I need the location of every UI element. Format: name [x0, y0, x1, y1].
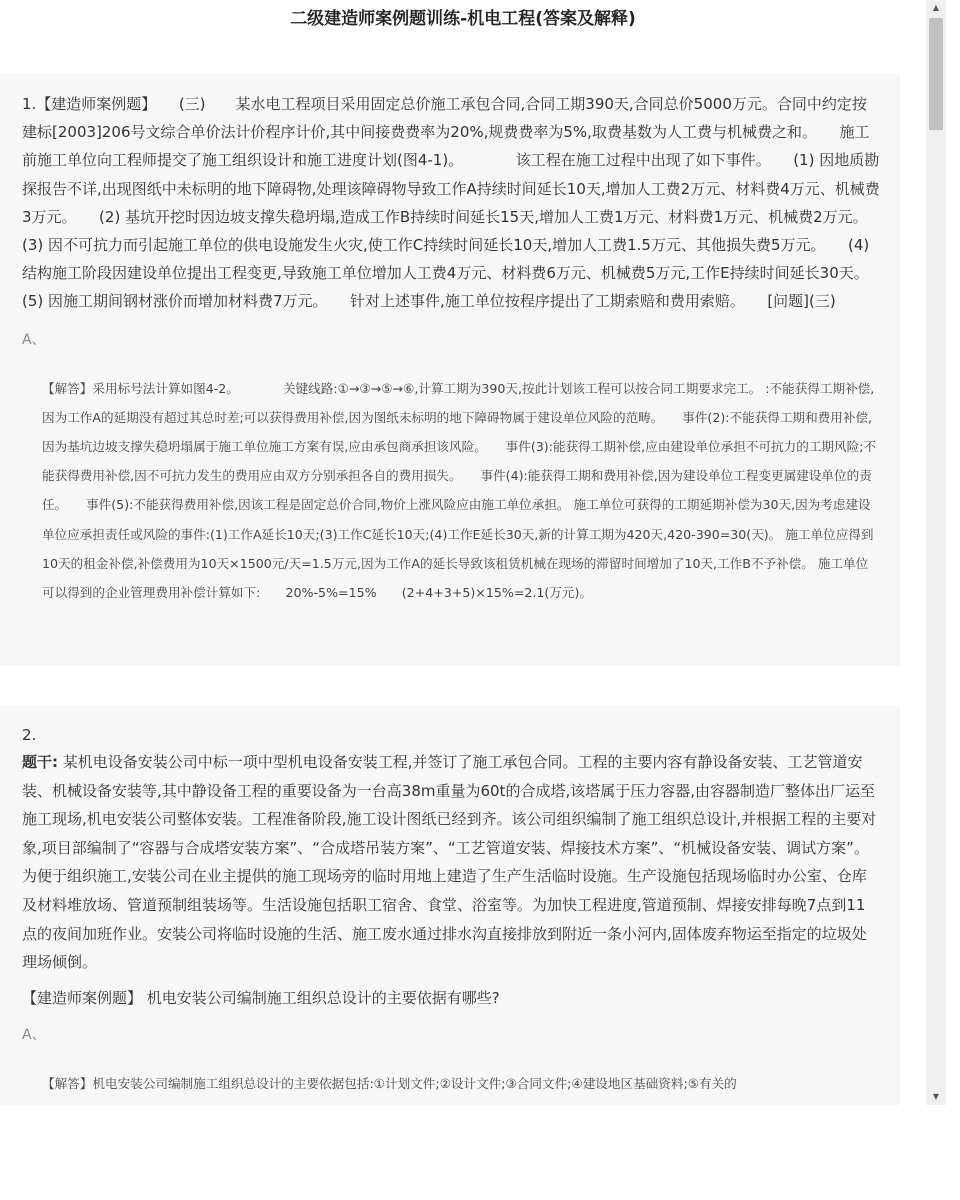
arrow-down-icon[interactable]: ▼	[932, 1092, 940, 1101]
question-2-option-a[interactable]: A、	[22, 1026, 46, 1043]
stem-paragraph-1: 某机电设备安装公司中标一项中型机电设备安装工程,并签订了施工承包合同。工程的主要内容有静设备安装、工艺管道安装、机械设备安装等,其中静设备工程的重要设备为一台高38m重量为60t的合成塔,该塔属于压力容器,由容器制造厂整体出厂运至施工现场,机电安装公司整体安装。工程准备阶段,施工设计图纸已经到齐。该公司组织编制了施工组织总设计,并根据工程的主要对象,项目部编制了“容器与合成塔安装方案”、“合成塔吊装方案”、“工艺管道安装、焊接技术方案”、“机械设备安装、调试方案”。	[22, 753, 877, 857]
scrollbar-thumb[interactable]	[929, 18, 943, 130]
question-1-text: 1.【建造师案例题】 (三) 某水电工程项目采用固定总价施工承包合同,合同工期390天,合同总价5000万元。合同中约定按建标[2003]206号文综合单价法计价程序计价,其中间接费费率为20%,规费费率为5%,取费基数为人工费与机械费之和。 施工前施工单位向工程师提交了施工组织设计和施工进度计划(图4-1)。 该工程在施工过程中出现了如下事件。 (1) 因地质勘探报告不详,出现图纸中未标明的地下障碍物,处理该障碍物导致工作A持续时间延长10天,增加人工费2万元、材料费4万元、机械费3万元。 (2) 基坑开挖时因边坡支撑失稳坍塌,造成工作B持续时间延长15天,增加人工费1万元、材料费1万元、机械费2万元。 (3) 因不可抗力而引起施工单位的供电设施发生火灾,使工作C持续时间延长10天,增加人工费1.5万元、其他损失费5万元。 (4) 结构施工阶段因建设单位提出工程变更,导致施工单位增加人工费4万元、材料费6万元、机械费5万元,工作E持续时间延长30天。 (5) 因施工期间钢材涨价而增加材料费7万元。 针对上述事件,施工单位按程序提出了工期索赔和费用索赔。 [问题](三)	[22, 95, 892, 311]
page-title: 二级建造师案例题训练-机电工程(答案及解释)	[290, 9, 636, 29]
question-2-stem	[22, 748, 880, 862]
stem-label: 题干:	[22, 753, 58, 771]
question-1-option-a[interactable]: A、	[22, 331, 46, 348]
question-card-2	[0, 706, 900, 1105]
question-1-answer: 【解答】采用标号法计算如图4-2。 关键线路:①→③→⑤→⑥,计算工期为390天,按此计划该工程可以按合同工期要求完工。 :不能获得工期补偿,因为工作A的延期没有超过其总时差;可以获得费用补偿,因为图纸未标明的地下障碍物属于建设单位风险的范畴。 事件(2):不能获得工期和费用补偿,因为基坑边坡支撑失稳坍塌属于施工单位施工方案有误,应由承包商承担该风险。 事件(3):能获得工期补偿,应由建设单位承担不可抗力的工期风险;不能获得费用补偿,因不可抗力发生的费用应由双方分别承担各自的费用损失。 事件(4):能获得工期和费用补偿,因为建设单位工程变更属建设单位的责任。 事件(5):不能获得费用补偿,因该工程是固定总价合同,物价上涨风险应由施工单位承担。 施工单位可获得的工期延期补偿为30天,因为考虑建设单位应承担责任或风险的事件:(1)工作A延长10天;(3)工作C延长10天;(4)工作E延长30天,新的计算工期为420天,420-390=30(天)。 施工单位应得到10天的租金补偿,补偿费用为10天×1500元/天=1.5万元,因为工作A的延长导致该租赁机械在现场的滞留时间增加了10天,工作B不予补偿。 施工单位可以得到的企业管理费用补偿计算如下: 20%-5%=15% (2+4+3+5)×15%=2.1(万元)。	[42, 380, 877, 601]
question-2-number: 2.	[22, 726, 37, 744]
stem-paragraph-2: 为便于组织施工,安装公司在业主提供的施工现场旁的临时用地上建造了生产生活临时设施。生产设施包括现场临时办公室、仓库及材料堆放场、管道预制组装场等。生活设施包括职工宿舍、食堂、浴室等。为加快工程进度,管道预制、焊接安排每晚7点到11点的夜间加班作业。安装公司将临时设施的生活、施工废水通过排水沟直接排放到附近一条小河内,固体废弃物运至指定的垃圾处理场倾倒。	[22, 867, 867, 972]
question-2-answer: 【解答】机电安装公司编制施工组织总设计的主要依据包括:①计划文件;②设计文件;③合同文件;④建设地区基础资料;⑤有关的	[42, 1075, 737, 1091]
arrow-up-icon[interactable]: ▲	[932, 3, 940, 12]
question-card-1	[0, 74, 900, 666]
vertical-scrollbar[interactable]	[926, 0, 946, 1105]
question-2-prompt: 【建造师案例题】 机电安装公司编制施工组织总设计的主要依据有哪些?	[22, 988, 500, 1007]
